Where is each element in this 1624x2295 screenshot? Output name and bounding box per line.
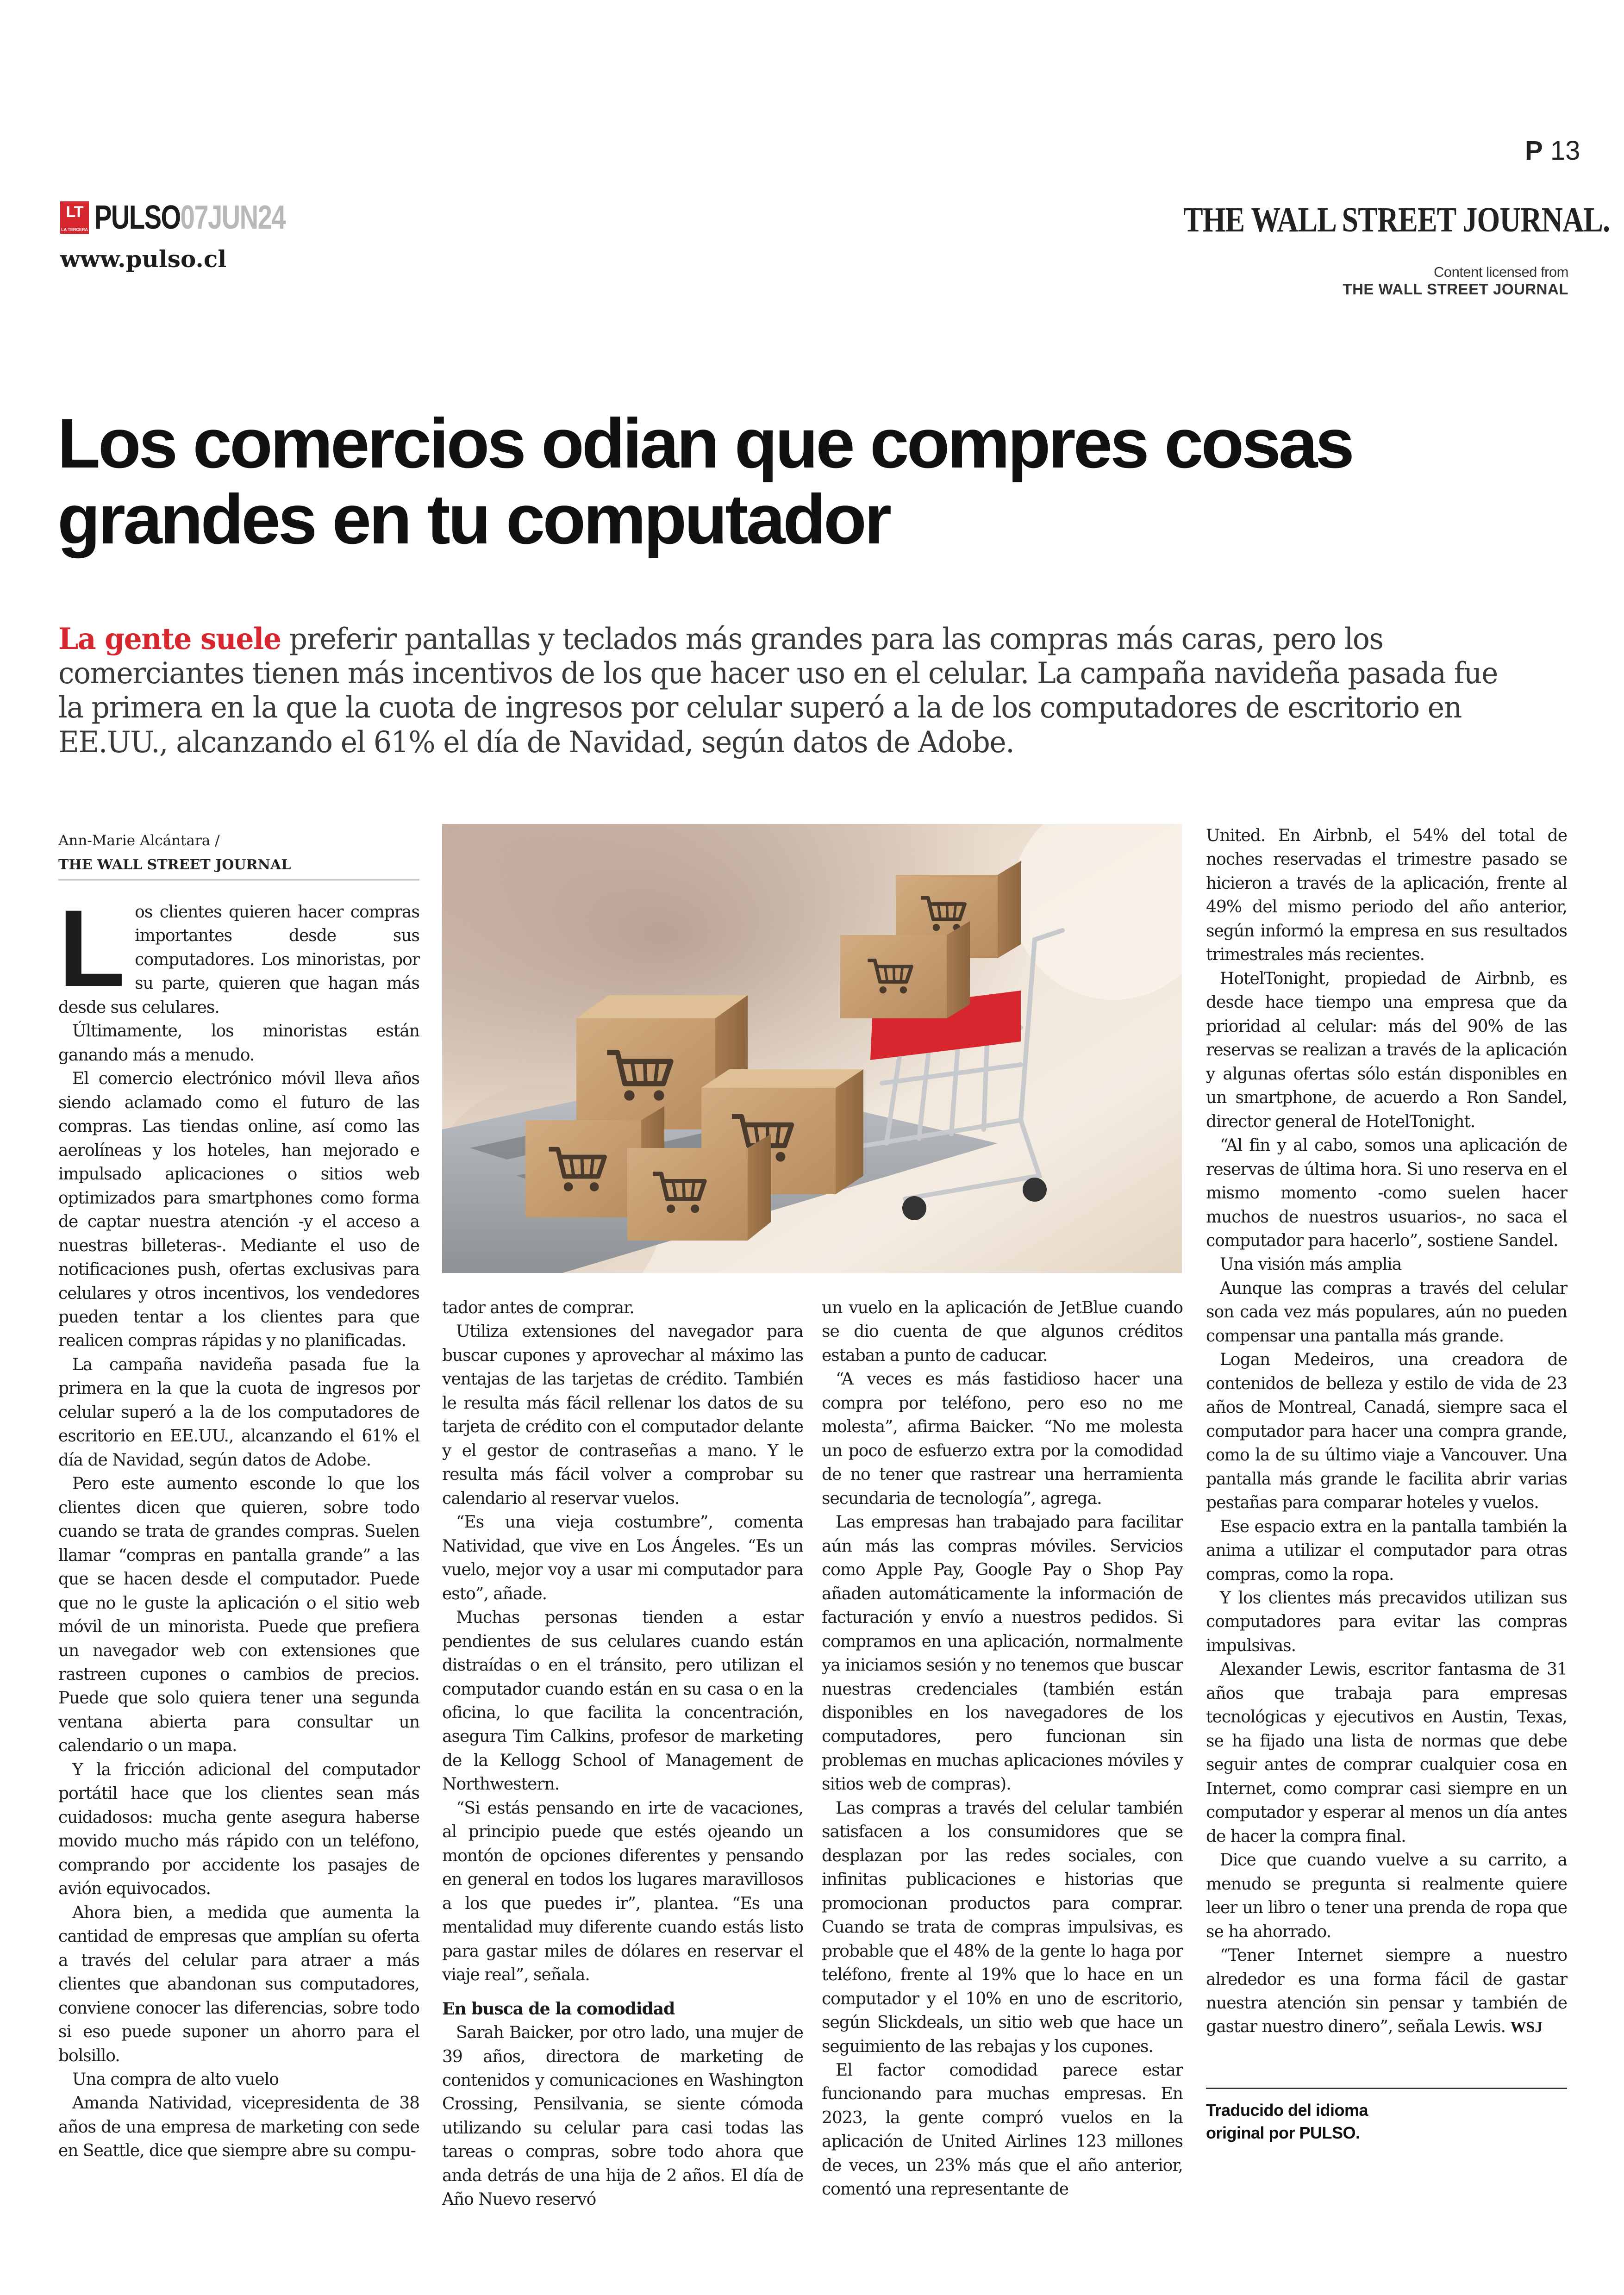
translation-credit-line-2: original por PULSO.: [1206, 2123, 1360, 2142]
license-line-2: THE WALL STREET JOURNAL: [1343, 281, 1568, 298]
paragraph: La campaña navideña pasada fue la primera en la que la cuota de ingresos por celular superó a la de los computadores de escritorio en EE.UU., alcanzando el 61% el día de Navidad, según datos de Adobe.: [58, 1355, 419, 1470]
paragraph: “Al fin y al cabo, somos una aplicación de reservas de última hora. Si uno reserva en el mismo momento -como suelen hacer muchos de nuestros usuarios-, no saca el computador para hacerlo”, sostiene Sandel.: [1206, 1136, 1567, 1250]
translation-credit: [1206, 2099, 1567, 2144]
deck-lead: La gente suele: [58, 622, 281, 656]
wsj-masthead: THE WALL STREET JOURNAL.: [1183, 200, 1610, 239]
paragraph: Y los clientes más precavidos utilizan sus computadores para evitar las compras impulsivas.: [1206, 1589, 1567, 1655]
section-name: PULSO07JUN24: [94, 199, 286, 236]
dropcap: L: [58, 887, 125, 1010]
page-number-value: 13: [1550, 136, 1580, 166]
deck-text: preferir pantallas y teclados más grandes para las compras más caras, pero los comerciantes tienen más incentivos de los que hacer uso en el celular. La campaña navideña pasada fue la primera en la que la cuota de ingresos por celular superó a la de los computadores de escritorio en EE.UU., alcanzando el 61% el día de Navidad, según datos de Adobe.: [58, 622, 1498, 760]
section-brand: [60, 200, 339, 235]
wsj-end-tag: WSJ: [1510, 2019, 1543, 2036]
paragraph: El factor comodidad parece estar funcionando para muchas empresas. En 2023, la gente compró vuelos en la aplicación de United Airlines 123 millones de veces, un 23% más que el año anterior, comentó una representante de: [822, 2061, 1183, 2199]
paragraph: Las compras a través del celular también satisfacen a los consumidores que se desplazan por las redes sociales, con infinitas publicaciones e historias que promocionan productos para comprar. Cuando se trata de compras impulsivas, es probable que el 48% de la gente lo haga por teléfono, frente al 19% que lo hace en un computador y el 10% en uno de escritorio, según Slickdeals, un sitio web que hace un seguimiento de las rebajas y los cupones.: [822, 1798, 1183, 2056]
paragraph: United. En Airbnb, el 54% del total de noches reservadas el trimestre pasado se hicieron a través de la aplicación, frente al 49% del mismo periodo del año anterior, según informó la empresa en sus resultados trimestrales más recientes.: [1206, 826, 1567, 965]
shopping-cart-boxes-photo: [442, 824, 1182, 1273]
license-notice: [1343, 264, 1568, 298]
article-column-3: [822, 1296, 1183, 2201]
license-line-1: Content licensed from: [1433, 264, 1568, 280]
paragraph: Aunque las compras a través del celular son cada vez más populares, aún no pueden compensar una pantalla más grande.: [1206, 1278, 1567, 1346]
paragraph: “Es una vieja costumbre”, comenta Natividad, que vive en Los Ángeles. “Es un vuelo, mejor voy a usar mi computador para esto”, añade.: [442, 1513, 803, 1603]
subhead: En busca de la comodidad: [442, 1999, 675, 2019]
paragraph: Amanda Natividad, vicepresidenta de 38 años de una empresa de marketing con sede en Seattle, dice que siempre abre su compu-: [58, 2094, 419, 2161]
article-headline: Los comercios odian que compres cosas grandes en tu computador: [57, 404, 1352, 559]
last-paragraph: “Tener Internet siempre a nuestro alrededor es una forma fácil de gastar nuestra atención sin pensar y también de gastar nuestro dinero”, señala Lewis. WSJ: [1206, 1946, 1567, 2037]
page-number: [1525, 135, 1580, 166]
paragraph: “A veces es más fastidioso hacer una compra por teléfono, pero eso no me molesta”, afirma Baicker. “No me molesta un poco de esfuerzo extra por la comodidad de no tener que rastrear una herramienta secundaria de tecnología”, agrega.: [822, 1370, 1183, 1508]
page-prefix: P: [1525, 136, 1543, 166]
byline: [58, 829, 419, 877]
paragraph: Sarah Baicker, por otro lado, una mujer de 39 años, directora de marketing de contenidos y comunicaciones en Washington Crossing, Pensilvania, se siente cómoda utilizando su celular para casi todas las tareas o compras, sobre todo ahora que anda detrás de una hija de 2 años. El día de Año Nuevo reservó: [442, 2023, 803, 2209]
paragraph: Muchas personas tienden a estar pendientes de sus celulares cuando están distraídas o en el tránsito, pero utilizan el computador cuando están en su casa o en la oficina, lo que facilita la concentración, asegura Tim Calkins, profesor de marketing de la Kellogg School of Management de Northwestern.: [442, 1608, 803, 1794]
article-deck: [58, 622, 1503, 760]
article-photo: [442, 824, 1182, 1273]
article-column-1: [58, 887, 419, 2163]
paragraph: Y la fricción adicional del computador portátil hace que los clientes sean más cuidadosos: mucha gente asegura haberse movido mucho más rápido con un teléfono, comprando por accidente los pasajes de avión equivocados.: [58, 1760, 419, 1899]
paragraph: “Si estás pensando en irte de vacaciones, al principio puede que estés ojeando un montón de opciones diferentes y pensando en general en todos los lugares maravillosos a los que puedes ir”, plantea. “Es una mentalidad muy diferente cuando estás listo para gastar miles de dólares en reservar el viaje real”, señala.: [442, 1798, 803, 1985]
subhead: Una visión más amplia: [1220, 1255, 1402, 1274]
credit-divider: [1206, 2088, 1567, 2089]
paragraph: un vuelo en la aplicación de JetBlue cuando se dio cuenta de que algunos créditos estaban a punto de caducar.: [822, 1298, 1183, 1365]
issue-date: 07JUN24: [180, 199, 286, 236]
article-column-2: [442, 1296, 803, 2212]
paragraph: Alexander Lewis, escritor fantasma de 31 años que trabaja para empresas tecnológicas y ejecutivos en Austin, Texas, se ha fijado una lista de normas que debe seguir antes de comprar cualquier cosa en Internet, como comprar casi siempre en un computador y esperar al menos un día antes de hacer la compra final.: [1206, 1660, 1567, 1846]
website-url[interactable]: www.pulso.cl: [60, 245, 227, 273]
article-column-4: [1206, 824, 1567, 2039]
byline-divider: [58, 879, 419, 880]
subhead: Una compra de alto vuelo: [72, 2070, 279, 2089]
paragraph: Dice que cuando vuelve a su carrito, a menudo se pregunta si realmente quiere leer un libro o tener una prenda de ropa que se ha ahorrado.: [1206, 1851, 1567, 1941]
paragraph: Ese espacio extra en la pantalla también la anima a utilizar el computador para otras compras, como la ropa.: [1206, 1517, 1567, 1584]
translation-credit-line-1: Traducido del idioma: [1206, 2101, 1368, 2120]
paragraph: Ahora bien, a medida que aumenta la cantidad de empresas que amplían su oferta a través del celular para atraer a más clientes que abandonan sus computadores, conviene conocer las diferencias, sobre todo si eso puede suponer un ahorro para el bolsillo.: [58, 1903, 419, 2065]
author-name: Ann-Marie Alcántara /: [58, 832, 220, 849]
paragraph: tador antes de comprar.: [442, 1298, 634, 1317]
la-tercera-logo: LT LA TERCERA: [60, 201, 89, 234]
paragraph: Utiliza extensiones del navegador para buscar cupones y aprovechar al máximo las ventajas de las tarjetas de crédito. También le resulta más fácil rellenar los datos de su tarjeta de crédito con el computador delante y el gestor de contraseñas a mano. Y le resulta más fácil volver a comprobar su calendario al reservar vuelos.: [442, 1322, 803, 1508]
paragraph: Pero este aumento esconde lo que los clientes dicen que quieren, sobre todo cuando se trata de grandes compras. Suelen llamar “compras en pantalla grande” a las que se hacen desde el computador. Puede que no le guste la aplicación o el sitio web móvil de un minorista. Puede que prefiera un navegador web con extensiones que rastreen cupones o cambios de precios. Puede que solo quiera tener una segunda ventana abierta para consultar un calendario o un mapa.: [58, 1474, 419, 1756]
author-org: THE WALL STREET JOURNAL: [58, 856, 291, 873]
paragraph: HotelTonight, propiedad de Airbnb, es desde hace tiempo una empresa que da prioridad al celular: más del 90% de las reservas se realizan a través de la aplicación y algunas ofertas sólo están disponibles en un smartphone, de acuerdo a Ron Sandel, director general de HotelTonight.: [1206, 969, 1567, 1131]
paragraph: Logan Medeiros, una creadora de contenidos de belleza y estilo de vida de 23 años de Montreal, Canadá, siempre saca el computador para hacer una compra grande, como la de su último viaje a Vancouver. Una pantalla más grande le facilita abrir varias pestañas para comparar hoteles y vuelos.: [1206, 1350, 1567, 1513]
first-paragraph: Los clientes quieren hacer compras importantes desde sus computadores. Los minoristas, por su parte, quieren que hagan más desde sus celulares.: [58, 887, 419, 1017]
paragraph: Últimamente, los minoristas están ganando más a menudo.: [58, 1022, 419, 1065]
paragraph: El comercio electrónico móvil lleva años siendo aclamado como el futuro de las compras. Las tiendas online, así como las aerolíneas y los hoteles, han mejorado e impulsado aplicaciones o sitios web optimizados para smartphones como forma de captar nuestra atención -y el acceso a nuestras billeteras-. Mediante el uso de notificaciones push, ofertas exclusivas para celulares y otros incentivos, los vendedores pueden tentar a los clientes para que realicen compras rápidas y no planificadas.: [58, 1069, 419, 1351]
paragraph: Las empresas han trabajado para facilitar aún más las compras móviles. Servicios como Apple Pay, Google Pay o Shop Pay añaden automáticamente la información de facturación y envío a nuestros pedidos. Si compramos en una aplicación, normalmente ya iniciamos sesión y no tenemos que buscar nuestras credenciales (también están disponibles en los navegadores de los computadores, pero funcionan sin problemas en muchas aplicaciones móviles y sitios web de compras).: [822, 1513, 1183, 1794]
